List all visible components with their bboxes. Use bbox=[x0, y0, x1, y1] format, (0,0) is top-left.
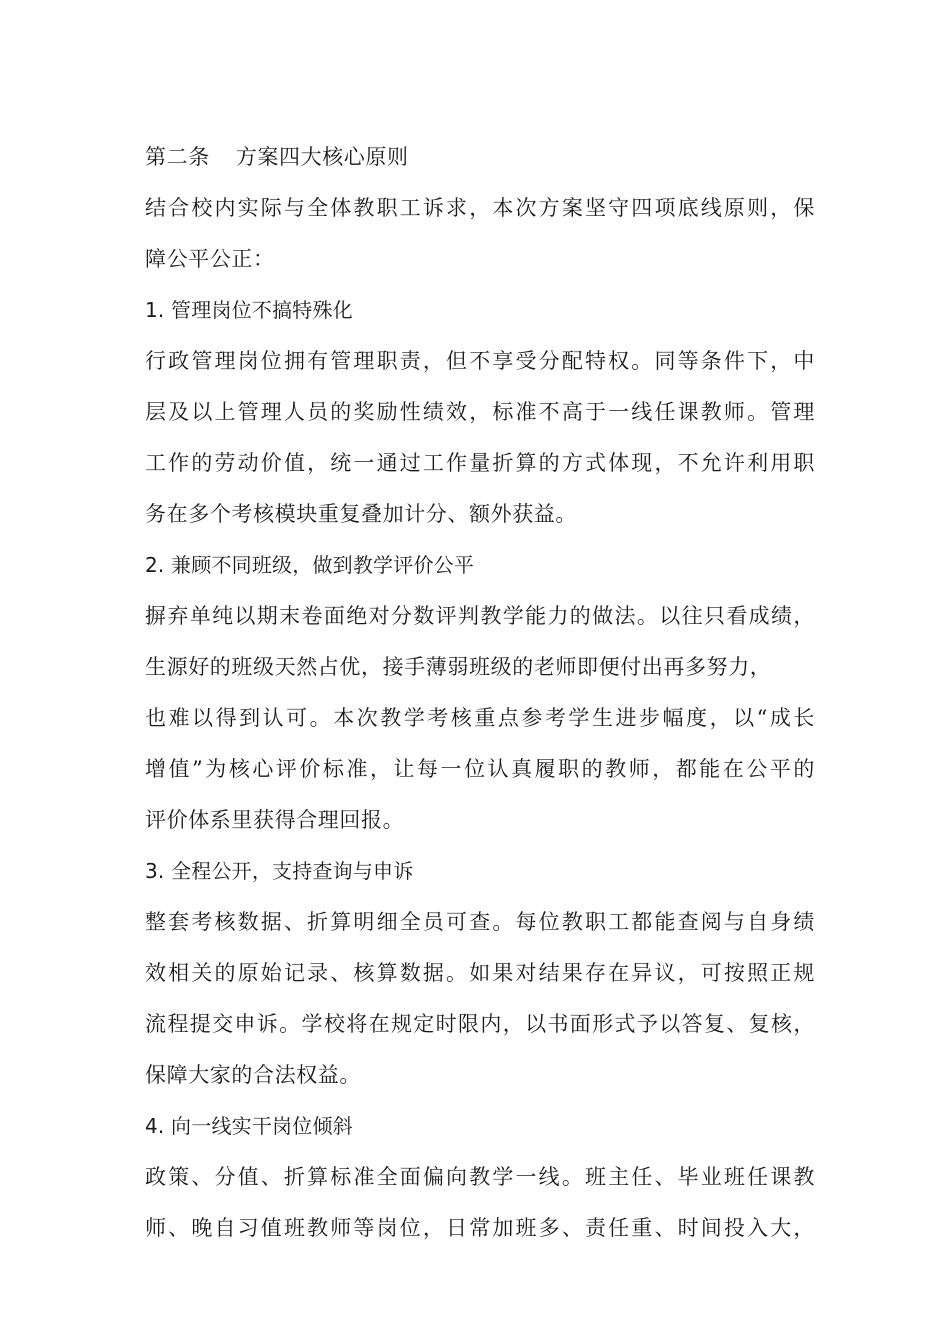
article-heading bbox=[145, 132, 815, 183]
paragraph-line: 也难以得到认可。本次教学考核重点参考学生进步幅度，以“成长 bbox=[145, 706, 815, 730]
paragraph-line: 生源好的班级天然占优，接手薄弱班级的老师即便付出再多努力， bbox=[145, 655, 772, 679]
paragraph-line: 务在多个考核模块重复叠加计分、额外获益。 bbox=[145, 502, 577, 526]
paragraph-line: 政策、分值、折算标准全面偏向教学一线。班主任、毕业班任课教 bbox=[145, 1165, 815, 1189]
paragraph-line: 效相关的原始记录、核算数据。如果对结果存在异议，可按照正规 bbox=[145, 961, 815, 985]
paragraph-line: 评价体系里获得合理回报。 bbox=[145, 808, 405, 832]
section-heading-1: 1. 管理岗位不搞特殊化 bbox=[145, 298, 353, 322]
section-heading-2: 2. 兼顾不同班级，做到教学评价公平 bbox=[145, 553, 475, 577]
paragraph-line: 流程提交申诉。学校将在规定时限内，以书面形式予以答复、复核， bbox=[145, 1012, 815, 1036]
paragraph-line: 行政管理岗位拥有管理职责，但不享受分配特权。同等条件下，中 bbox=[145, 349, 815, 373]
paragraph-line: 整套考核数据、折算明细全员可查。每位教职工都能查阅与自身绩 bbox=[145, 910, 815, 934]
intro-line: 障公平公正： bbox=[145, 247, 275, 271]
paragraph-line: 摒弃单纯以期末卷面绝对分数评判教学能力的做法。以往只看成绩， bbox=[145, 604, 815, 628]
paragraph-line: 师、晚自习值班教师等岗位，日常加班多、责任重、时间投入大， bbox=[145, 1216, 815, 1240]
section-heading-3: 3. 全程公开，支持查询与申诉 bbox=[145, 859, 414, 883]
document-body bbox=[145, 132, 815, 1254]
article-number: 第二条 bbox=[145, 145, 210, 169]
paragraph-line: 增值”为核心评价标准，让每一位认真履职的教师，都能在公平的 bbox=[145, 757, 815, 781]
paragraph-line: 保障大家的合法权益。 bbox=[145, 1063, 361, 1087]
intro-line: 结合校内实际与全体教职工诉求，本次方案坚守四项底线原则，保 bbox=[145, 196, 815, 220]
paragraph-line: 层及以上管理人员的奖励性绩效，标准不高于一线任课教师。管理 bbox=[145, 400, 815, 424]
paragraph-line: 工作的劳动价值，统一通过工作量折算的方式体现，不允许利用职 bbox=[145, 451, 815, 475]
article-title: 方案四大核心原则 bbox=[235, 145, 409, 169]
section-heading-4: 4. 向一线实干岗位倾斜 bbox=[145, 1114, 353, 1138]
